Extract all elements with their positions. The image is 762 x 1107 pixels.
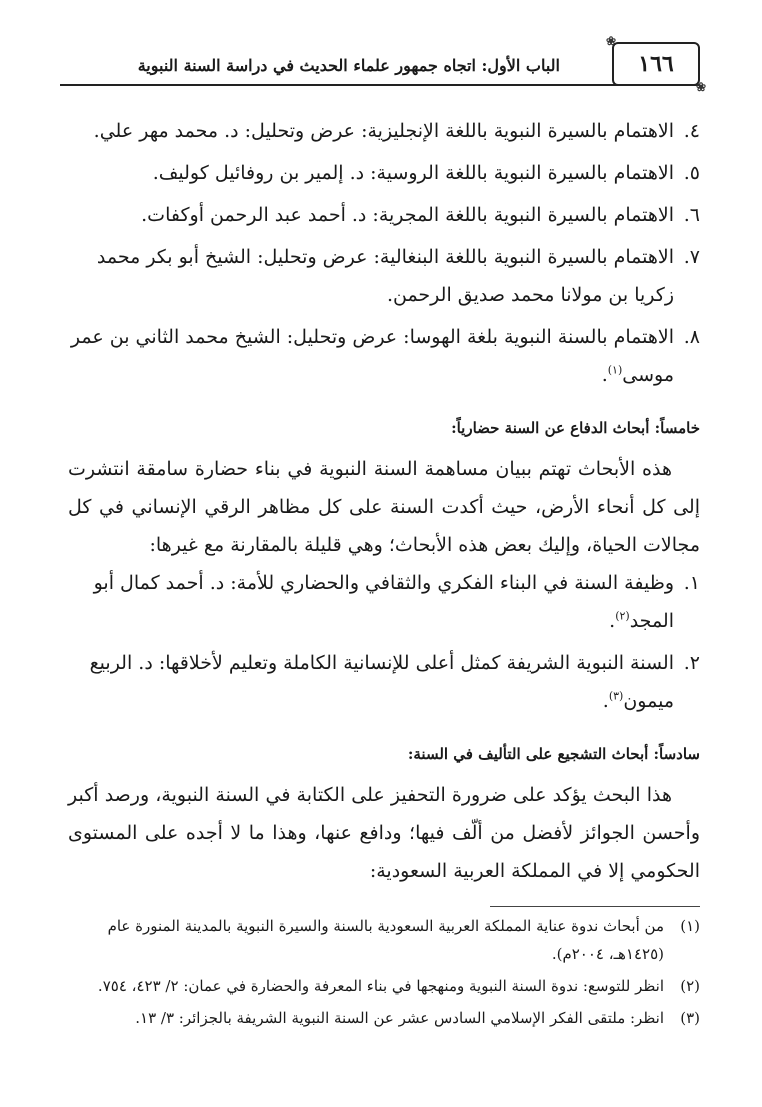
footnote-separator	[490, 906, 700, 907]
paragraph: هذا البحث يؤكد على ضرورة التحفيز على الكتابة في السنة النبوية، ورصد أكبر وأحسن الجوائز لأفضل من ألّف فيها؛ ودافع عنها، وهذا ما لا أجده على المستوى الحكومي إلا في المملكة العربية السعودية:	[68, 784, 700, 882]
footnote: (١) من أبحاث ندوة عناية المملكة العربية السعودية بالسنة والسيرة النبوية بالمدينة المنورة عام (١٤٢٥هـ، ٢٠٠٤م).	[107, 917, 700, 963]
page-header	[60, 34, 707, 94]
section-heading: سادساً: أبحاث التشجيع على التأليف في السنة:	[407, 745, 700, 763]
ornament-icon: ❀	[606, 34, 617, 48]
page-number-box	[606, 34, 707, 94]
list-item: ٥. الاهتمام بالسيرة النبوية باللغة الروسية: د. إلمير بن روفائيل كوليف.	[152, 162, 700, 184]
chapter-title: الباب الأول: اتجاه جمهور علماء الحديث في دراسة السنة النبوية	[137, 56, 560, 75]
footnotes	[68, 912, 700, 1036]
footnote-ref: (٢)	[615, 609, 630, 623]
list-item: ٨. الاهتمام بالسنة النبوية بلغة الهوسا: عرض وتحليل: الشيخ محمد الثاني بن عمر موسى$^{(١)}$.	[70, 326, 700, 386]
footnote: (٢) انظر للتوسع: ندوة السنة النبوية ومنهجها في بناء المعرفة والحضارة في عمان: ٢/ ٤٢٣، ٧٥٤.	[97, 977, 700, 995]
section-heading: خامساً: أبحاث الدفاع عن السنة حضارياً:	[451, 419, 700, 437]
main-content	[68, 112, 700, 890]
list-item: ٢. السنة النبوية الشريفة كمثل أعلى للإنسانية الكاملة وتعليم لأخلاقها: د. الربيع ميمون$^{(٣)}$.	[89, 652, 700, 712]
paragraph: هذه الأبحاث تهتم ببيان مساهمة السنة النبوية في بناء حضارة سامقة انتشرت إلى كل أنحاء الأرض، حيث أكدت السنة على كل مظاهر الرقي الإنساني في كل مجالات الحياة، وإليك بعض هذه الأبحاث؛ وهي قليلة بالمقارنة مع غيرها:	[68, 458, 700, 556]
ornament-icon: ❀	[696, 80, 707, 94]
page-number: ١٦٦	[638, 51, 674, 77]
list-item: ١. وظيفة السنة في البناء الفكري والثقافي والحضاري للأمة: د. أحمد كمال أبو المجد$^{(٢)}$.	[93, 572, 700, 632]
list-item: ٤. الاهتمام بالسيرة النبوية باللغة الإنجليزية: عرض وتحليل: د. محمد مهر علي.	[93, 120, 700, 142]
footnote-ref: (١)	[607, 363, 623, 377]
list-item: ٦. الاهتمام بالسيرة النبوية باللغة المجرية: د. أحمد عبد الرحمن أوكفات.	[141, 204, 700, 226]
footnote-ref: (٣)	[608, 689, 624, 703]
list-item: ٧. الاهتمام بالسيرة النبوية باللغة البنغالية: عرض وتحليل: الشيخ أبو بكر محمد زكريا بن مولانا محمد صديق الرحمن.	[96, 246, 700, 306]
header-rule	[60, 84, 700, 86]
footnote: (٣) انظر: ملتقى الفكر الإسلامي السادس عشر عن السنة النبوية الشريفة بالجزائر: ٣/ ١٣.	[135, 1009, 700, 1027]
